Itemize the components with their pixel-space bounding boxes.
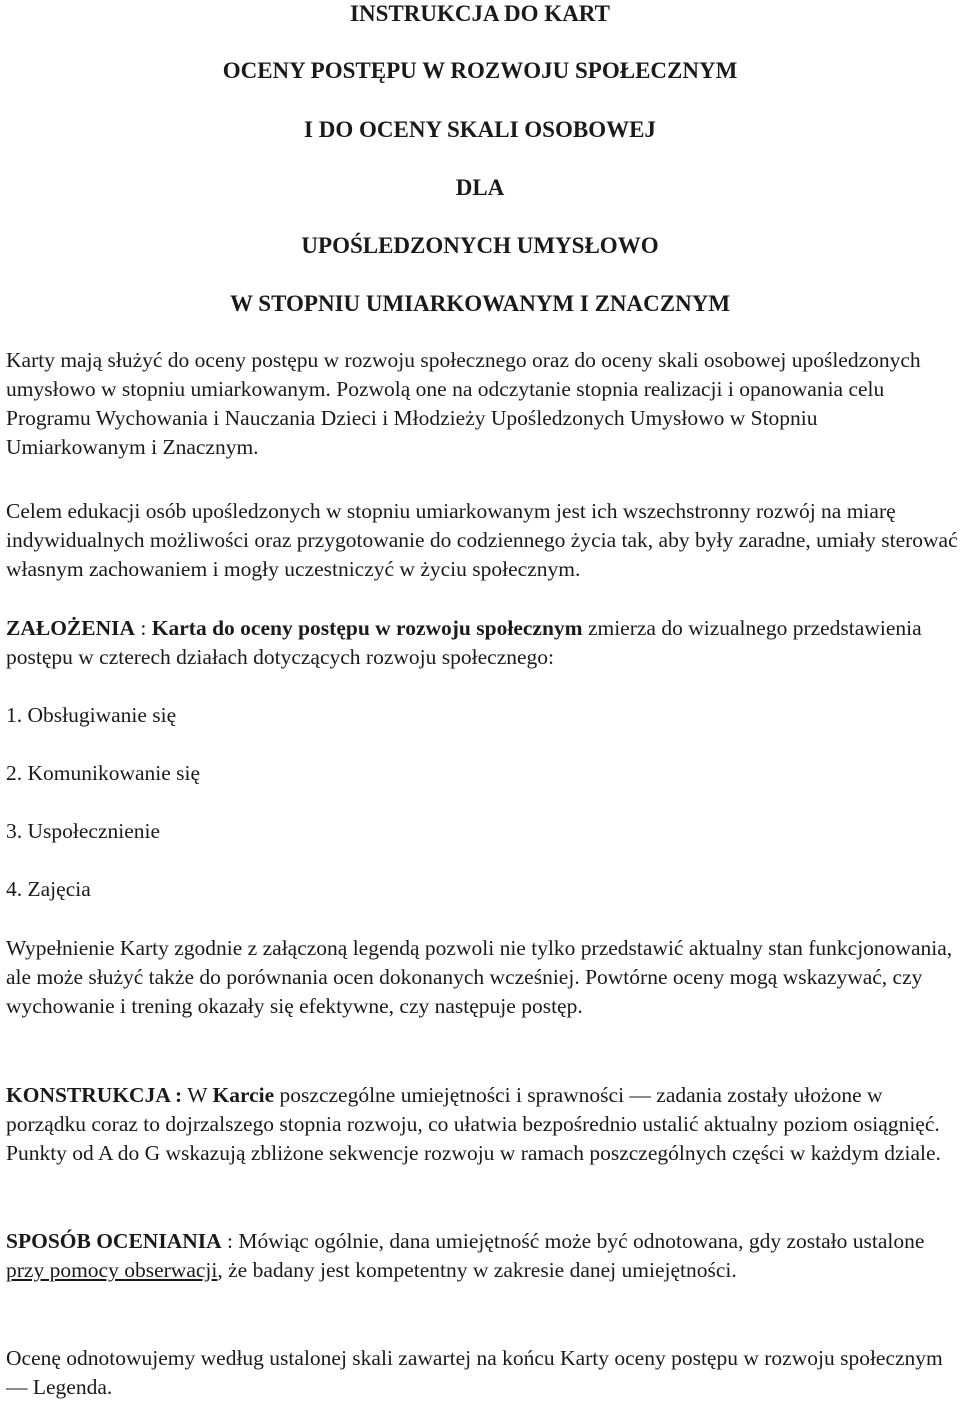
- zalozenia-label: ZAŁOŻENIA: [6, 616, 136, 640]
- title-line-6: W STOPNIU UMIARKOWANYM I ZNACZNYM: [229, 291, 731, 316]
- sposob-label: SPOSÓB OCENIANIA: [6, 1229, 222, 1253]
- konstrukcja-label: KONSTRUKCJA :: [6, 1083, 183, 1107]
- zalozenia-text: zmierza do wizualnego przedstawienia postępu w czterech działach dotyczących rozwoju społecznego:: [6, 616, 922, 669]
- title-line-5: UPOŚLEDZONYCH UMYSŁOWO: [301, 233, 659, 258]
- area-item-2: 2. Komunikowanie się: [6, 761, 201, 785]
- intro-paragraph-2: Celem edukacji osób upośledzonych w stopniu umiarkowanym jest ich wszechstronny rozwój na miarę indywidualnych możliwości oraz przygotowanie do codziennego życia tak, aby były zaradne, umiały sterować własnym zachowaniem i mogły uczestniczyć w życiu społecznym.: [6, 499, 958, 581]
- title-line-2: OCENY POSTĘPU W ROZWOJU SPOŁECZNYM: [222, 58, 738, 83]
- sposob-paragraph: [6, 1227, 958, 1285]
- zalozenia-bold-text: Karta do oceny postępu w rozwoju społecznym: [151, 616, 583, 640]
- zalozenia-separator: :: [135, 616, 152, 640]
- title-line-4: DLA: [455, 175, 505, 200]
- konstrukcja-text-a: W: [182, 1083, 213, 1107]
- konstrukcja-bold-word: Karcie: [212, 1083, 275, 1107]
- area-item-3: 3. Uspołecznienie: [6, 819, 161, 843]
- konstrukcja-paragraph: [6, 1081, 958, 1168]
- sposob-text-b: , że badany jest kompetentny w zakresie danej umiejętności.: [217, 1258, 737, 1282]
- wypelnienie-paragraph: Wypełnienie Karty zgodnie z załączoną legendą pozwoli nie tylko przedstawić aktualny stan funkcjonowania, ale może służyć także do porównania ocen dokonanych wcześniej. Powtórne oceny mogą wskazywać, czy wychowanie i trening okazały się efektywne, czy następuje postęp.: [6, 936, 953, 1018]
- konstrukcja-text-b: poszczególne umiejętności i sprawności — zadania zostały ułożone w porządku coraz to dojrzalszego stopnia rozwoju, co ułatwia bezpośrednio ustalić aktualny poziom osiągnięć. Punkty od A do G wskazują zbliżone sekwencje rozwoju w ramach poszczególnych części w każdym dziale.: [6, 1083, 941, 1165]
- area-item-4: 4. Zajęcia: [6, 877, 91, 901]
- title-line-1: INSTRUKCJA DO KART: [350, 1, 610, 26]
- sposob-text-a: : Mówiąc ogólnie, dana umiejętność może być odnotowana, gdy zostało ustalone: [221, 1229, 925, 1253]
- area-item-1: 1. Obsługiwanie się: [6, 703, 177, 727]
- intro-paragraph-1: Karty mają służyć do oceny postępu w rozwoju społecznego oraz do oceny skali osobowej upośledzonych umysłowo w stopniu umiarkowanym. Pozwolą one na odczytanie stopnia realizacji i opanowania celu Programu Wychowania i Nauczania Dzieci i Młodzieży Upośledzonych Umysłowo w Stopniu Umiarkowanym i Znacznym.: [6, 348, 921, 459]
- ocena-paragraph: Ocenę odnotowujemy według ustalonej skali zawartej na końcu Karty oceny postępu w rozwoju społecznym — Legenda.: [6, 1346, 943, 1399]
- zalozenia-paragraph: [6, 614, 958, 672]
- sposob-underlined-text: przy pomocy obserwacji: [6, 1258, 218, 1282]
- title-line-3: I DO OCENY SKALI OSOBOWEJ: [304, 117, 656, 142]
